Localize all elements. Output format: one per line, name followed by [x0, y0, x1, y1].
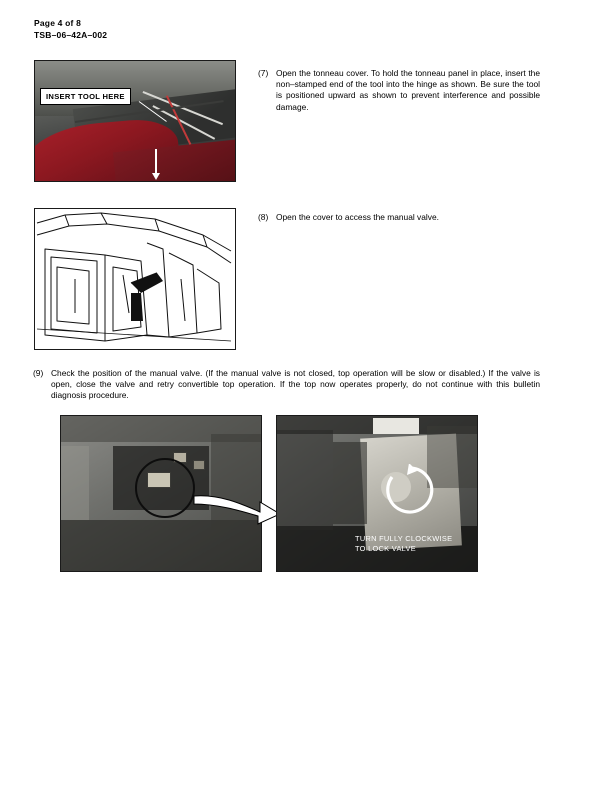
- insert-tool-here-callout: INSERT TOOL HERE: [40, 88, 131, 105]
- cover-drawing-svg: [35, 209, 233, 347]
- turn-clockwise-callout-line2: TO LOCK VALVE: [355, 543, 416, 553]
- photo-left-structure: [277, 430, 333, 530]
- step-7-text: Open the tonneau cover. To hold the tonneau panel in place, insert the non–stamped end of the tool into the hinge as shown. Be sure the tool is positioned upward as shown to prevent interference and possible damage.: [276, 68, 540, 112]
- photo-small-tag-2: [193, 460, 205, 470]
- figure-cover-line-drawing: [34, 208, 236, 350]
- figure-tonneau-cover-photo: [34, 60, 236, 182]
- turn-clockwise-callout: [355, 534, 452, 553]
- pointer-arrow-icon: [190, 490, 282, 526]
- photo-white-strip: [373, 418, 419, 434]
- step-9-number: (9): [33, 368, 44, 378]
- valve-location-highlight-circle: [135, 458, 195, 518]
- document-number-label: TSB–06–42A–002: [34, 29, 108, 40]
- photo-mid-structure: [333, 442, 367, 524]
- step-8-number: (8): [258, 212, 269, 222]
- page-number-label: Page 4 of 8: [34, 18, 82, 28]
- page-header: [34, 18, 107, 41]
- clockwise-arrow-icon: [383, 464, 435, 516]
- step-7-number: (7): [258, 68, 269, 78]
- turn-clockwise-callout-line1: TURN FULLY CLOCKWISE: [355, 534, 453, 543]
- insert-tool-arrow-icon: [155, 149, 157, 175]
- photo-band-left: [61, 446, 89, 520]
- step-9-text: Check the position of the manual valve. (If the manual valve is not closed, top operation will be slow or disabled.) If the valve is open, close the valve and retry convertible top operation. If the top now operates properly, do not continue with this bulletin diagnosis procedure.: [51, 368, 540, 401]
- figure-valve-closeup-photo: [276, 415, 478, 572]
- step-8-text: Open the cover to access the manual valve.: [276, 212, 439, 222]
